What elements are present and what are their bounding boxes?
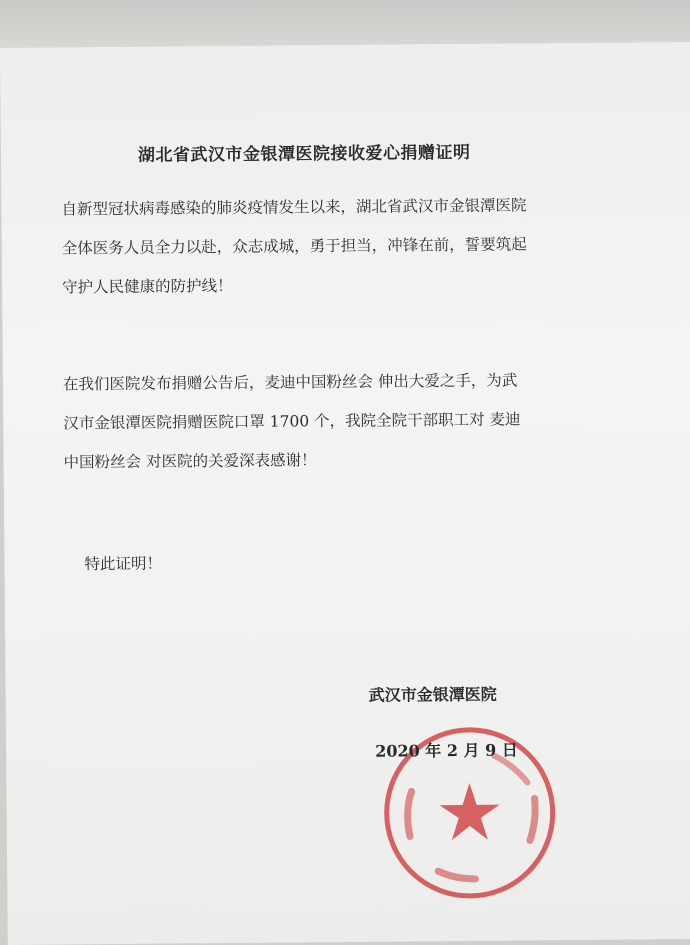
- document-title: 湖北省武汉市金银潭医院接收爱心捐赠证明: [137, 142, 471, 166]
- document-page: [0, 42, 690, 945]
- paragraph-line: 全体医务人员全力以赴，众志成城，勇于担当，冲锋在前，誓要筑起: [61, 235, 527, 258]
- paragraph-intro: [61, 185, 662, 307]
- paragraph-line: 中国粉丝会 对医院的关爱深表感谢！: [63, 451, 317, 472]
- paragraph-line: 自新型冠状病毒感染的肺炎疫情发生以来，湖北省武汉市金银潭医院: [61, 196, 527, 219]
- signature-date: 2020 年 2 月 9 日: [375, 740, 518, 761]
- paragraph-line: 在我们医院发布捐赠公告后，麦迪中国粉丝会 伸出大爱之手，为武: [62, 371, 518, 394]
- paragraph-line: 汉市金银潭医院捐赠医院口罩 1700 个，我院全院干部职工对 麦迪: [63, 410, 521, 433]
- paragraph-donation: [63, 360, 664, 482]
- closing-line: 特此证明！: [84, 554, 163, 574]
- closing-text: [84, 540, 684, 584]
- paragraph-line: 守护人民健康的防护线！: [62, 276, 233, 297]
- signature-org: 武汉市金银潭医院: [368, 684, 497, 705]
